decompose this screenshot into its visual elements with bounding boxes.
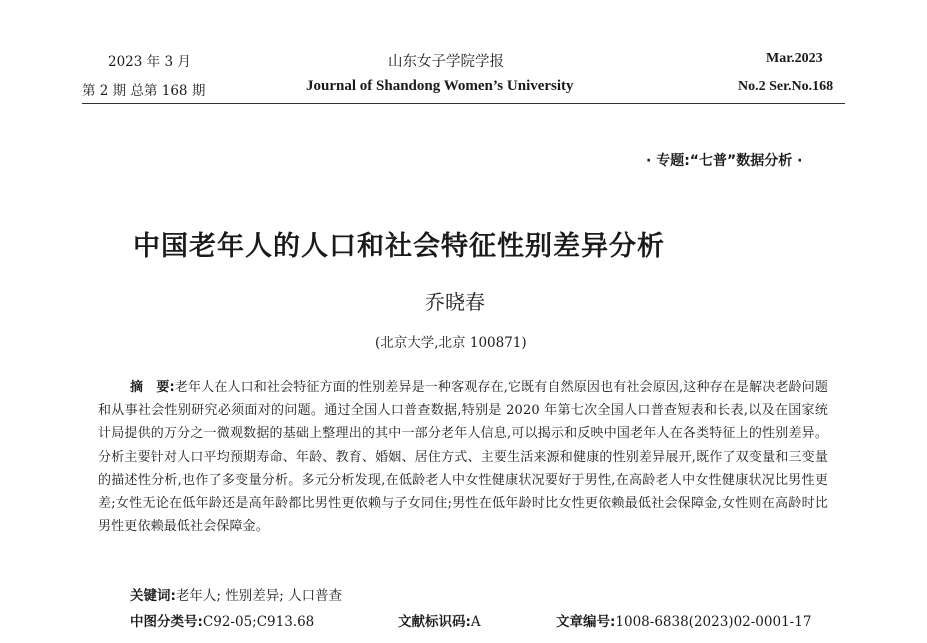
document-code-value: A xyxy=(470,614,481,630)
journal-name-cn: 山东女子学院学报 xyxy=(388,54,504,70)
header-date-cn: 2023 年 3 月 xyxy=(108,54,191,70)
article-number-label: 文章编号: xyxy=(556,614,616,630)
clc-label: 中图分类号: xyxy=(130,614,203,630)
author-name: 乔晓春 xyxy=(425,290,485,314)
header-date-en: Mar.2023 xyxy=(766,51,823,66)
clc-number xyxy=(130,610,314,630)
column-tag: · 专题:“七普”数据分析 · xyxy=(646,153,803,169)
header-rule xyxy=(82,103,845,104)
header-issue-en: No.2 Ser.No.168 xyxy=(738,79,834,94)
article-title: 中国老年人的人口和社会特征性别差异分析 xyxy=(133,231,665,262)
abstract-label: 摘 要: xyxy=(130,380,175,395)
document-code-label: 文献标识码: xyxy=(398,614,471,630)
header-issue-cn: 第 2 期 总第 168 期 xyxy=(82,83,206,99)
keywords-label: 关键词: xyxy=(130,588,176,604)
keywords-text: 老年人; 性别差异; 人口普查 xyxy=(175,588,343,604)
abstract-text: 老年人在人口和社会特征方面的性别差异是一种客观存在,它既有自然原因也有社会原因,这种存在是解决老龄问题和从事社会性别研究必须面对的问题。通过全国人口普查数据,特别是 2020 年第七次全国人口普查短表和长表,以及在国家统计局提供的万分之一微观数据的基础上整理出的其中一部分老年人信息,可以揭示和反映中国老年人在各类特征上的性别差异。分析主要针对人口平均预期寿命、年龄、教育、婚姻、居住方式、主要生活来源和健康的性别差异展开,既作了双变量和三变量的描述性分析,也作了多变量分析。多元分析发现,在低龄老人中女性健康状况要好于男性,在高龄老人中女性健康状况比男性更差;女性无论在低年龄还是高年龄都比男性更依赖与子女同住;男性在低年龄时比女性更依赖最低社会保障金,女性则在高龄时比男性更依赖最低社会保障金。 xyxy=(98,380,828,535)
journal-name-en: Journal of Shandong Women’s University xyxy=(306,78,574,94)
article-number-value: 1008-6838(2023)02-0001-17 xyxy=(615,614,812,630)
abstract xyxy=(98,376,828,538)
document-code xyxy=(398,610,481,630)
clc-value: C92-05;C913.68 xyxy=(202,614,315,630)
keywords xyxy=(130,584,342,604)
author-affiliation: (北京大学,北京 100871) xyxy=(375,335,527,351)
article-number xyxy=(556,610,811,630)
